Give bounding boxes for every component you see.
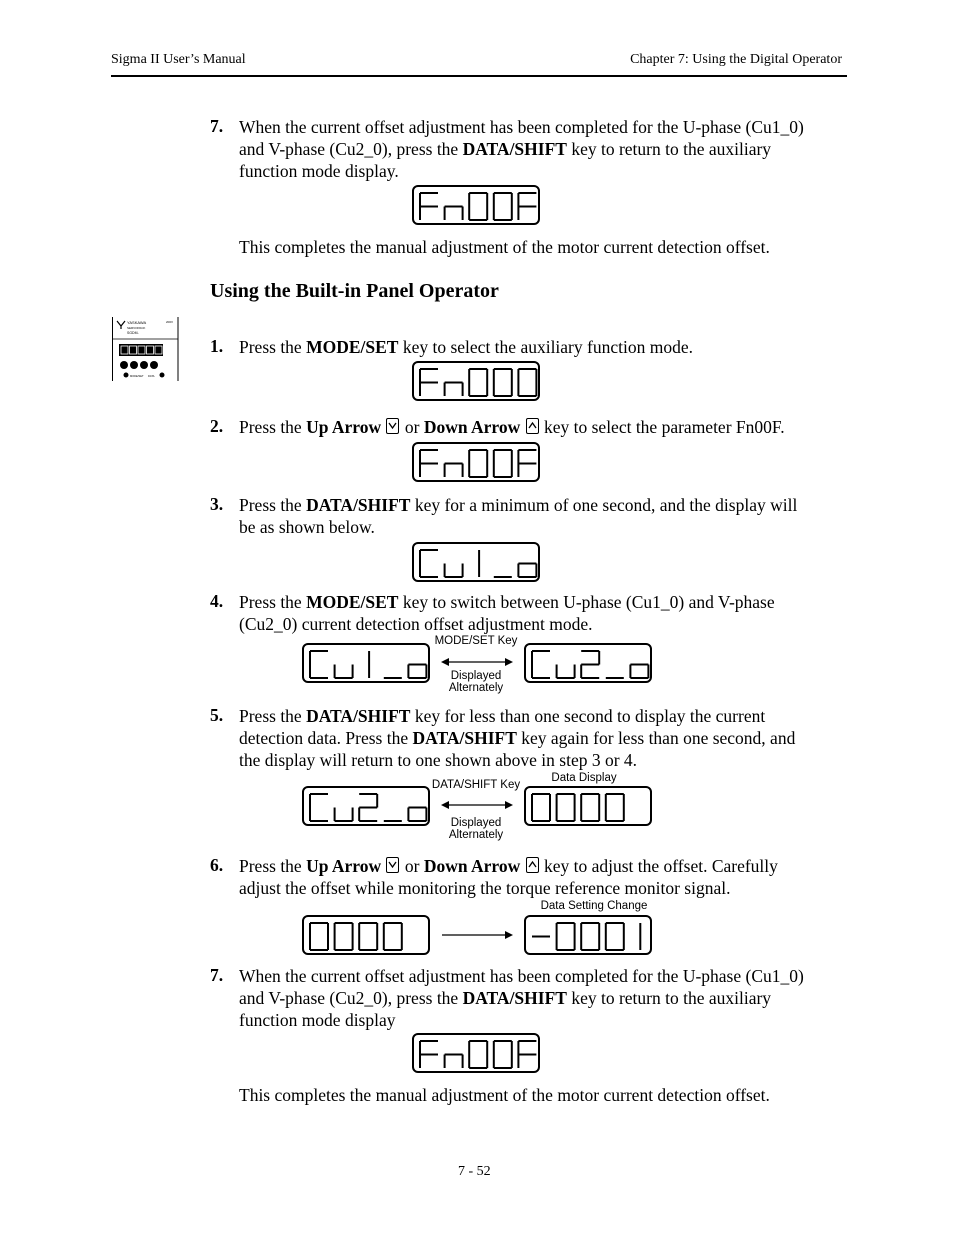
svg-text:Fn000: Fn000 [416,401,419,402]
seven-seg-display [412,542,540,582]
seven-seg-digits [414,363,542,403]
panel-button-label: DATA [148,375,155,378]
display-label: Data Setting Change [540,900,648,912]
panel-led [124,373,129,378]
step-text [239,416,785,438]
key-name: DATA/SHIFT [462,139,567,159]
text-run: key again for less than one second, and [516,728,796,748]
seven-seg-display [302,643,430,683]
text-line: Displayed [450,817,502,829]
text-run: Press the [239,337,307,357]
step-text [239,705,849,771]
panel-line2-text: SERVOPACK [127,326,146,330]
seven-seg-display [412,1033,540,1073]
text-line: (Cu2_0) current detection offset adjustment mode. [239,614,593,634]
step-text [239,494,849,538]
text-line [239,705,849,727]
up-arrow-key-icon [526,418,539,434]
seven-seg-display [302,786,430,826]
text-line [239,987,849,1009]
seven-seg-digits [414,1035,542,1075]
step-number: 2. [210,416,224,436]
svg-text:Cu1_o: Cu1_o [306,683,309,684]
step-text [239,116,849,182]
text-line [239,855,859,877]
running-header-right: Chapter 7: Using the Digital Operator [630,52,842,67]
panel-button [140,361,148,369]
svg-text:0000: 0000 [306,955,308,956]
text-line: function mode display [239,1010,396,1030]
svg-text:Cu1_o: Cu1_o [416,582,419,583]
text-line: the display will return to one shown above in step 3 or 4. [239,750,638,770]
text-line: be as shown below. [239,517,375,537]
text-run: detection data. Press the [239,728,413,748]
step-number: 1. [210,336,224,356]
text-line: Displayed [450,670,502,682]
text-line: adjust the offset while monitoring the torque reference monitor signal. [239,878,731,898]
svg-text:Fn00F: Fn00F [416,482,419,483]
seven-seg-digits [526,645,654,685]
down-arrow-key-icon [386,857,399,873]
text-line [239,727,849,749]
key-name: DATA/SHIFT [412,728,517,748]
header-rule [111,75,847,77]
arrow-label [428,817,524,841]
completion-text: This completes the manual adjustment of the motor current detection offset. [239,237,770,257]
panel-brand-text: YASKAWA [127,320,147,325]
text-run: key to return to the auxiliary [566,988,772,1008]
double-arrow-icon [440,798,514,812]
text-line: When the current offset adjustment has been completed for the U-phase (Cu1_0) [239,966,804,986]
text-run: Press the [239,417,307,437]
text-run: Press the [239,592,307,612]
seven-seg-digits [526,917,654,957]
seven-seg-digits [414,187,542,227]
key-name: DATA/SHIFT [306,706,411,726]
text-line [239,494,849,516]
text-line: Alternately [448,682,504,694]
key-name: Up Arrow [306,856,382,876]
arrow-label: MODE/SET Key [434,635,518,647]
text-line [239,591,849,613]
text-line: Alternately [448,829,504,841]
seven-seg-display [412,185,540,225]
text-run: key to select the auxiliary function mode. [398,337,693,357]
text-run: key for a minimum of one second, and the display will [410,495,798,515]
seven-seg-display [302,915,430,955]
seven-seg-display [524,643,652,683]
key-name: MODE/SET [306,592,399,612]
step-text [239,591,849,635]
key-name: Up Arrow [306,417,382,437]
panel-model-text: SGDM- [127,331,139,335]
svg-text:-0001: -0001 [528,955,531,956]
seven-seg-digits [304,917,432,957]
seven-seg-display [524,786,652,826]
panel-led [160,373,165,378]
seven-seg-display [412,442,540,482]
arrow-label: DATA/SHIFT Key [431,779,521,791]
text-run: and V-phase (Cu2_0), press the [239,988,463,1008]
panel-mini-display [119,344,163,356]
seven-seg-digits [526,788,654,828]
text-run: or [400,417,424,437]
display-label: Data Display [551,772,617,784]
page-number: 7 - 52 [458,1164,491,1179]
svg-text:Cu2_o: Cu2_o [306,826,309,827]
seven-seg-digits [304,645,432,685]
text-line: When the current offset adjustment has been completed for the U-phase (Cu1_0) [239,117,804,137]
running-header-left: Sigma II User’s Manual [111,52,246,67]
svg-text:Fn00F: Fn00F [416,1073,419,1074]
step-text [239,965,849,1031]
panel-button-label: MODE/SET [130,375,144,378]
panel-operator-icon [112,317,179,381]
step-number: 4. [210,591,224,611]
text-run: key for less than one second to display the current [410,706,766,726]
step-number: 5. [210,705,224,725]
svg-text:0000: 0000 [528,826,530,827]
text-line [239,138,849,160]
section-heading: Using the Built-in Panel Operator [210,280,499,302]
key-name: Down Arrow [423,417,521,437]
step-number: 7. [210,116,224,136]
seven-seg-display [412,361,540,401]
svg-text:Fn00F: Fn00F [416,225,419,226]
key-name: Down Arrow [423,856,521,876]
text-run: key to select the parameter Fn00F. [539,417,785,437]
panel-button [120,361,128,369]
text-run: or [400,856,424,876]
up-arrow-key-icon [526,857,539,873]
panel-button [150,361,158,369]
text-run: key to switch between U-phase (Cu1_0) and V-phase [398,592,775,612]
seven-seg-display [524,915,652,955]
right-arrow-icon [442,928,514,942]
arrow-label [428,670,524,694]
step-number: 6. [210,855,224,875]
text-line: function mode display. [239,161,399,181]
text-run: Press the [239,856,307,876]
seven-seg-digits [414,444,542,484]
text-run: and V-phase (Cu2_0), press the [239,139,463,159]
panel-button [130,361,138,369]
key-name: DATA/SHIFT [462,988,567,1008]
key-name: DATA/SHIFT [306,495,411,515]
down-arrow-key-icon [386,418,399,434]
text-run: Press the [239,706,307,726]
step-number: 3. [210,494,224,514]
seven-seg-digits [304,788,432,828]
step-text [239,855,859,899]
step-number: 7. [210,965,224,985]
double-arrow-icon [440,655,514,669]
text-run: key to return to the auxiliary [566,139,772,159]
svg-text:Cu2_o: Cu2_o [528,683,531,684]
panel-corner-text: 200V [166,320,174,324]
step-text [239,336,693,358]
seven-seg-digits [414,544,542,584]
completion-text: This completes the manual adjustment of the motor current detection offset. [239,1085,770,1105]
text-run: Press the [239,495,307,515]
key-name: MODE/SET [306,337,399,357]
text-run: key to adjust the offset. Carefully [539,856,778,876]
